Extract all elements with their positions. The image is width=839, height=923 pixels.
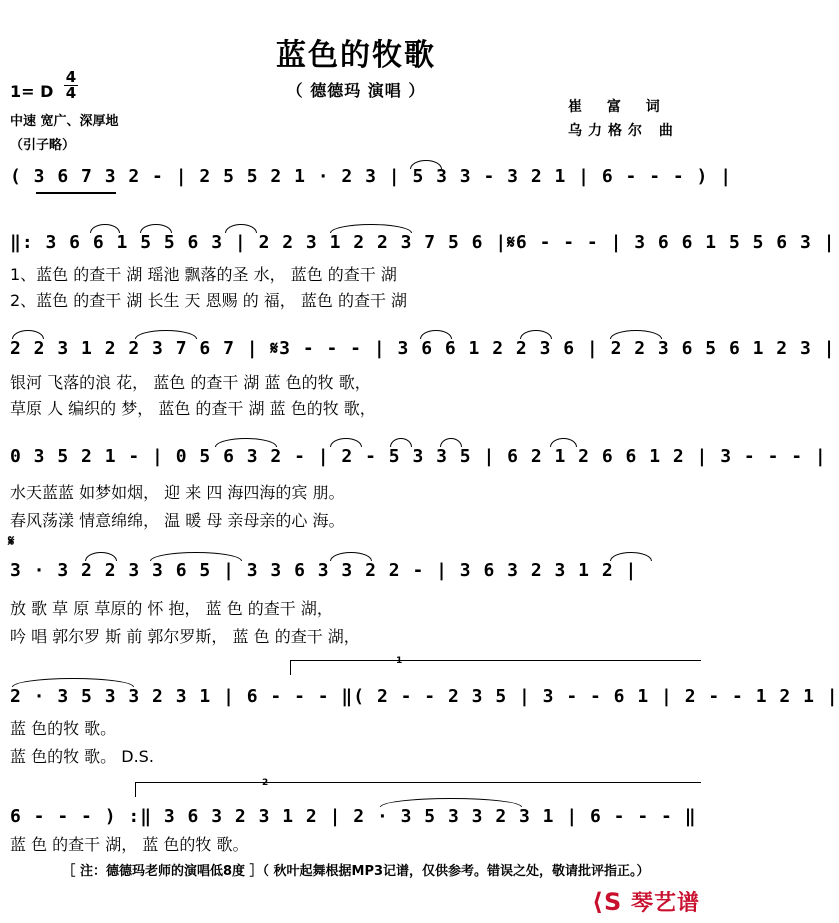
- slur: [420, 330, 452, 339]
- lyric-line-5-verse-1: 放 歌 草 原 草原的 怀 抱， 蓝 色 的查干 湖，: [10, 599, 333, 618]
- score-line-7: 6 - - - ) :‖ 3 6 3 2 3 1 2 | 2 · 3 5 3 3 2 3 1 | 6 - - - ‖: [10, 806, 697, 827]
- meter-bottom: 4: [65, 84, 77, 102]
- key-signature: 1= D: [10, 82, 54, 101]
- intro-note: （引子略）: [10, 138, 76, 153]
- logo-text: 琴艺谱: [630, 891, 700, 916]
- slur: [610, 330, 662, 339]
- slur: [215, 438, 277, 447]
- time-signature: [64, 70, 78, 101]
- beam-line: [36, 192, 116, 194]
- lyric-line-7: 蓝 色 的查干 湖， 蓝 色的牧 歌。: [10, 835, 249, 854]
- score-line-4: 0 3 5 2 1 - | 0 5 6 3 2 - | 2 - 5 3 3 5 | 6 2 1 2 6 6 1 2 | 3 - - - |: [10, 446, 827, 467]
- lyric-line-4-verse-2: 春风荡漾 情意绵绵， 温 暖 母 亲母亲的心 海。: [10, 511, 345, 530]
- tempo-marking: 中速 宽广、深厚地: [10, 114, 119, 129]
- score-line-5: 3 · 3 2 2 3 3 6 5 | 3 3 6 3 3 2 2 - | 3 6 3 2 3 1 2 |: [10, 560, 638, 581]
- score-line-3: 2 2 3 1 2 2 3 7 6 7 | 𝄋3 - - - | 3 6 6 1 2 2 3 6 | 2 2 3 6 5 6 1 2 3 |: [10, 338, 836, 359]
- slur: [410, 160, 442, 169]
- score-line-6: 2 · 3 5 3 3 2 3 1 | 6 - - - ‖( 2 - - 2 3 5 | 3 - - 6 1 | 2 - - 1 2 1 |: [10, 686, 839, 707]
- segno-sign: 𝄋: [8, 532, 15, 550]
- lyric-line-5-verse-2: 吟 唱 郭尔罗 斯 前 郭尔罗斯， 蓝 色 的查干 湖，: [10, 627, 360, 646]
- slur: [90, 224, 120, 233]
- slur: [140, 224, 172, 233]
- slur: [330, 552, 372, 561]
- slur: [520, 330, 552, 339]
- slur: [12, 678, 134, 687]
- slur: [150, 552, 242, 561]
- performer-subtitle: （ 德德玛 演唱 ）: [286, 81, 426, 100]
- volta-number-1: 1: [396, 656, 403, 666]
- logo-mark-icon: ⟨S: [592, 888, 623, 916]
- score-line-2: ‖: 3 6 6 1 5 5 6 3 | 2 2 3 1 2 2 3 7 5 6 |𝄋6 - - - | 3 6 6 1 5 5 6 3 |: [10, 232, 836, 253]
- lyric-line-2-verse-2: 2、蓝色 的查干 湖 长生 天 恩赐 的 福， 蓝色 的查干 湖: [10, 291, 408, 310]
- song-title: 蓝色的牧歌: [276, 38, 436, 73]
- slur: [330, 438, 362, 447]
- volta-number-2: 2: [262, 778, 269, 788]
- slur: [330, 224, 412, 233]
- slur: [440, 438, 462, 447]
- lyricist-credit: 崔 富 词: [568, 99, 670, 115]
- transcription-note: ［ 注：德德玛老师的演唱低8度 ］（ 秋叶起舞根据MP3记谱，仅供参考。错误之处，敬请批评指正。）: [62, 864, 650, 879]
- slur: [12, 330, 44, 339]
- slur: [85, 552, 117, 561]
- slur: [610, 552, 652, 561]
- slur: [550, 438, 577, 447]
- lyric-line-6-verse-1: 蓝 色的牧 歌。: [10, 719, 117, 738]
- composer-credit: 乌力格尔 曲: [568, 123, 679, 139]
- volta-bracket-2: [135, 782, 701, 797]
- slur: [135, 330, 197, 339]
- site-logo: [592, 886, 700, 917]
- slur: [390, 438, 412, 447]
- slur: [380, 798, 522, 807]
- volta-bracket-1: [290, 660, 701, 675]
- lyric-line-6-verse-2: 蓝 色的牧 歌。 D.S.: [10, 747, 154, 766]
- lyric-line-2-verse-1: 1、蓝色 的查干 湖 瑶池 飘落的圣 水， 蓝色 的查干 湖: [10, 265, 397, 284]
- meter-top: 4: [65, 68, 77, 86]
- lyric-line-3-verse-1: 银河 飞落的浪 花， 蓝色 的查干 湖 蓝 色的牧 歌，: [10, 373, 371, 392]
- slur: [225, 224, 257, 233]
- lyric-line-4-verse-1: 水天蓝蓝 如梦如烟， 迎 来 四 海四海的宾 朋。: [10, 483, 345, 502]
- score-line-1: ( 3 6 7 3 2 - | 2 5 5 2 1 · 2 3 | 5 3 3 - 3 2 1 | 6 - - - ) |: [10, 166, 733, 187]
- lyric-line-3-verse-2: 草原 人 编织的 梦， 蓝色 的查干 湖 蓝 色的牧 歌，: [10, 399, 376, 418]
